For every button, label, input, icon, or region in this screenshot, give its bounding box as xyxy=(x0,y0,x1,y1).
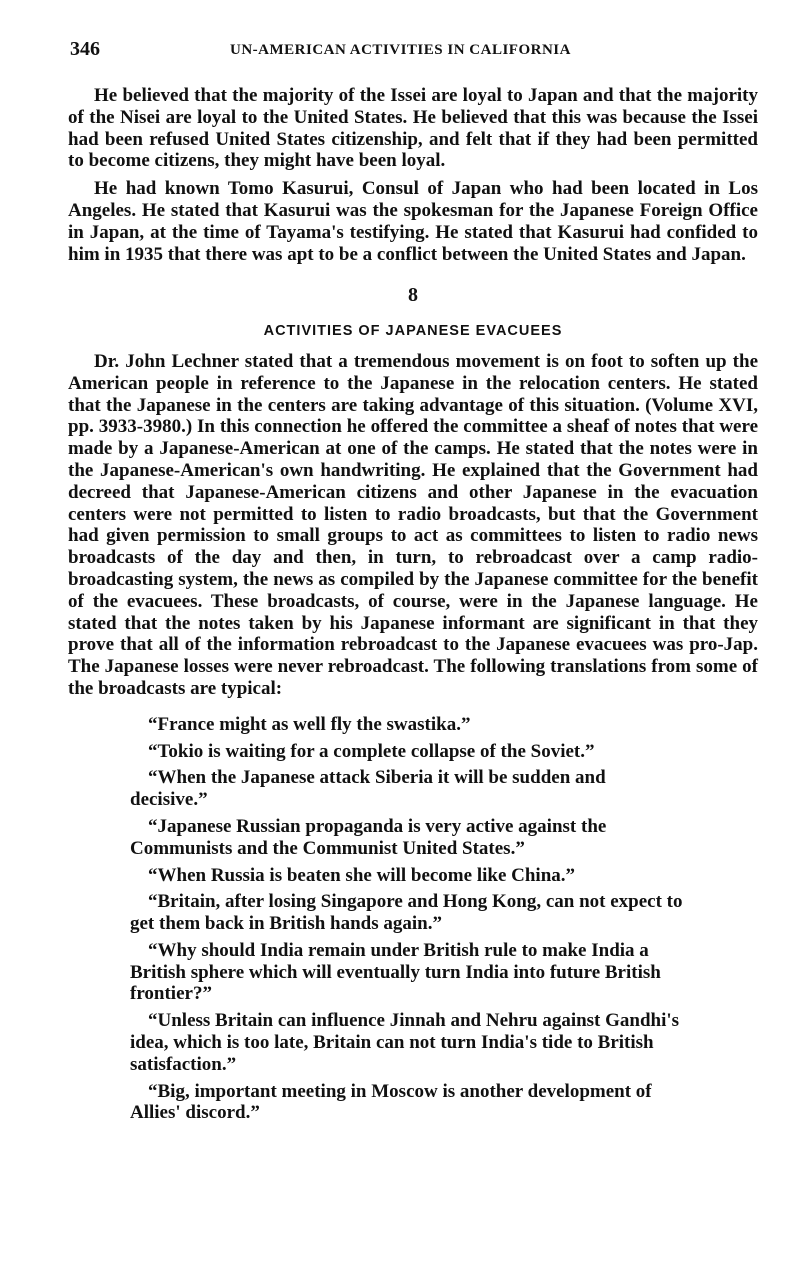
broadcast-quotes xyxy=(130,714,684,1125)
paragraph-issei-nisei: He believed that the majority of the Issei are loyal to Japan and that the majority of the Nisei are loyal to the United States. He believed that this was because the Issei had been refused United States citizenship, and felt that if they had been permitted to become citizens, they might have been loyal. xyxy=(68,85,758,172)
quote-item: “France might as well fly the swastika.” xyxy=(148,713,471,735)
quote-item: “Unless Britain can influence Jinnah and Nehru against Gandhi's idea, which is too late, Britain can not turn India's tide to British satisfaction.” xyxy=(130,1010,680,1075)
quote-item: “Britain, after losing Singapore and Hong Kong, can not expect to get them back in British hands again.” xyxy=(130,891,683,935)
section-number: 8 xyxy=(408,284,418,307)
quote-item: “Big, important meeting in Moscow is another development of Allies' discord.” xyxy=(130,1080,652,1124)
quote-item: “When Russia is beaten she will become like China.” xyxy=(148,864,576,886)
page-header xyxy=(70,38,760,68)
quote-item: “Tokio is waiting for a complete collapse of the Soviet.” xyxy=(148,740,595,762)
section-title: ACTIVITIES OF JAPANESE EVACUEES xyxy=(263,323,563,340)
quote-item: “When the Japanese attack Siberia it will be sudden and decisive.” xyxy=(130,767,606,811)
paragraph-lechner: Dr. John Lechner stated that a tremendous movement is on foot to soften up the American people in reference to the Japanese in the relocation centers. He stated that the Japanese in the centers are taking advantage of this situation. (Volume XVI, pp. 3933-3980.) In this connection he offered the committee a sheaf of notes that were made by a Japanese-American at one of the camps. He stated that the notes were in the Japanese-American's own handwriting. He explained that the Government had decreed that Japanese-American citizens and other Japanese in the evacuation centers were not permitted to listen to radio broadcasts, but that the Government had given permission to small groups to act as committees to listen to radio news broadcasts of the day and then, in turn, to rebroadcast over a camp radio-broadcasting system, the news as compiled by the Japanese committee for the benefit of the evacuees. These broadcasts, of course, were in the Japanese language. He stated that the notes taken by his Japanese informant are significant in that they prove that all of the information rebroadcast to the Japanese evacuees was pro-Jap. The Japanese losses were never rebroadcast. The following translations from some of the broadcasts are typical: xyxy=(68,350,758,699)
quote-item: “Why should India remain under British rule to make India a British sphere which will eventually turn India into future British frontier?” xyxy=(130,939,661,1005)
page-number: 346 xyxy=(70,38,100,60)
body-text xyxy=(68,85,758,1129)
paragraph-kasurui: He had known Tomo Kasurui, Consul of Japan who had been located in Los Angeles. He stated that Kasurui was the spokesman for the Japanese Foreign Office in Japan, at the time of Tayama's testifying. He stated that Kasurui had confided to him in 1935 that there was apt to be a conflict between the United States and Japan. xyxy=(68,178,758,265)
quote-item: “Japanese Russian propaganda is very active against the Communists and the Communist United States.” xyxy=(130,815,607,859)
running-head: UN-AMERICAN ACTIVITIES IN CALIFORNIA xyxy=(230,42,571,58)
